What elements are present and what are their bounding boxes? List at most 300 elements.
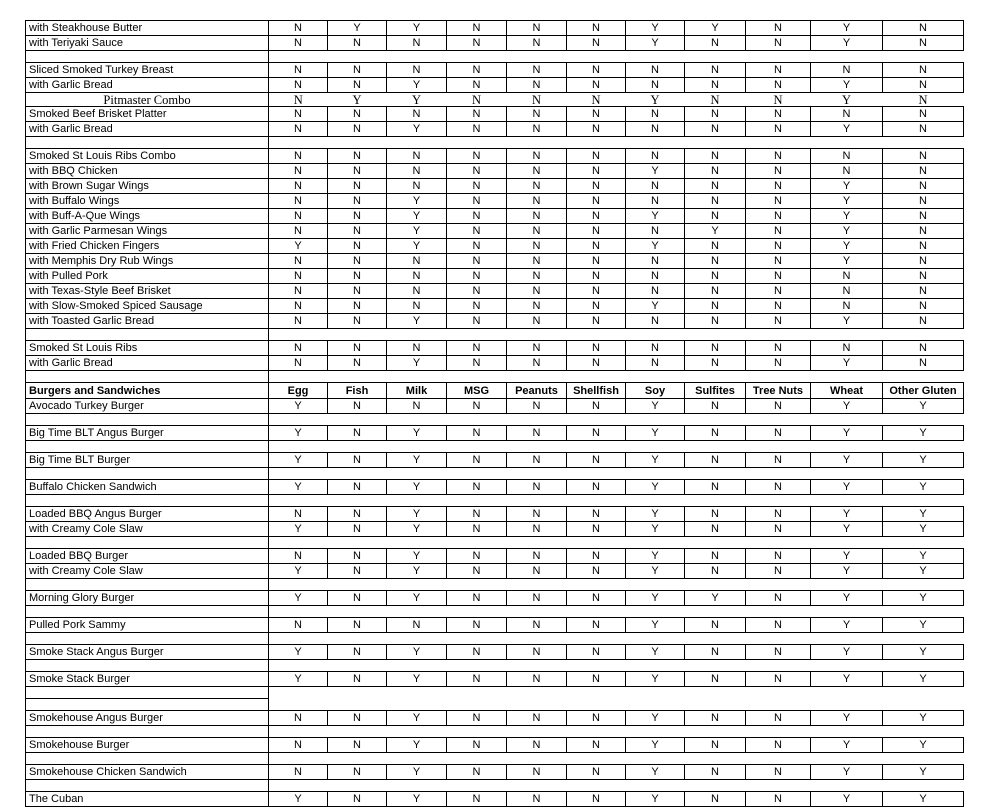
allergen-flag: N — [811, 269, 883, 284]
spacer-cell — [447, 780, 507, 792]
allergen-flag: N — [387, 284, 447, 299]
allergen-flag: N — [626, 314, 685, 329]
allergen-flag: N — [567, 356, 626, 371]
allergen-flag: Y — [387, 453, 447, 468]
allergen-flag: N — [507, 453, 567, 468]
spacer-cell — [883, 371, 964, 383]
allergen-flag: N — [567, 314, 626, 329]
spacer-cell — [746, 633, 811, 645]
menu-item-name: The Cuban — [26, 792, 269, 807]
allergen-flag: N — [447, 36, 507, 51]
allergen-flag: N — [507, 426, 567, 441]
allergen-flag: Y — [387, 549, 447, 564]
allergen-flag: Y — [269, 672, 328, 687]
spacer-cell — [387, 414, 447, 426]
menu-item-name: Smoke Stack Burger — [26, 672, 269, 687]
allergen-flag: N — [269, 711, 328, 726]
allergen-flag: N — [746, 179, 811, 194]
allergen-flag: Y — [811, 618, 883, 633]
allergen-flag: N — [447, 239, 507, 254]
allergen-flag: Y — [883, 564, 964, 579]
allergen-flag: N — [567, 164, 626, 179]
allergen-flag: N — [328, 149, 387, 164]
allergen-flag: N — [507, 224, 567, 239]
allergen-flag: N — [447, 194, 507, 209]
spacer-cell — [626, 329, 685, 341]
allergen-flag: N — [328, 269, 387, 284]
spacer-cell — [685, 753, 746, 765]
allergen-flag: N — [626, 63, 685, 78]
allergen-flag: N — [746, 356, 811, 371]
spacer-cell — [507, 414, 567, 426]
table-row — [26, 399, 964, 414]
spacer-cell — [811, 329, 883, 341]
allergen-flag: N — [567, 224, 626, 239]
allergen-flag: N — [811, 341, 883, 356]
allergen-flag: Y — [811, 591, 883, 606]
spacer-cell — [269, 753, 328, 765]
spacer-cell — [447, 468, 507, 480]
spacer-cell — [328, 780, 387, 792]
spacer-cell — [447, 687, 507, 699]
allergen-flag: N — [507, 239, 567, 254]
menu-item-name: with Buff-A-Que Wings — [26, 209, 269, 224]
spacer-cell — [567, 660, 626, 672]
table-row — [26, 765, 964, 780]
allergen-flag: N — [685, 269, 746, 284]
spacer-cell — [626, 753, 685, 765]
spacer-cell — [883, 660, 964, 672]
spacer-cell — [883, 579, 964, 591]
spacer-cell — [685, 633, 746, 645]
allergen-flag: N — [746, 549, 811, 564]
spacer-cell — [387, 468, 447, 480]
allergen-flag: N — [567, 78, 626, 93]
allergen-flag: Y — [387, 564, 447, 579]
allergen-flag: N — [507, 149, 567, 164]
spacer-cell — [387, 687, 447, 699]
menu-item-name: with Creamy Cole Slaw — [26, 564, 269, 579]
spacer-cell — [811, 699, 883, 711]
allergen-flag: N — [447, 224, 507, 239]
allergen-flag: N — [507, 549, 567, 564]
allergen-flag: N — [883, 254, 964, 269]
allergen-flag: N — [567, 591, 626, 606]
allergen-table — [25, 20, 964, 807]
allergen-flag: N — [387, 299, 447, 314]
allergen-flag: N — [328, 356, 387, 371]
allergen-flag: Y — [811, 549, 883, 564]
spacer-cell — [447, 495, 507, 507]
allergen-flag: Y — [626, 672, 685, 687]
spacer-cell — [626, 633, 685, 645]
spacer-cell — [567, 371, 626, 383]
allergen-flag: N — [685, 399, 746, 414]
allergen-flag: N — [328, 179, 387, 194]
spacer-row — [26, 633, 964, 645]
allergen-flag: N — [328, 453, 387, 468]
allergen-flag: Y — [387, 738, 447, 753]
allergen-flag: Y — [387, 591, 447, 606]
spacer-cell — [567, 137, 626, 149]
allergen-flag: N — [447, 765, 507, 780]
allergen-flag: N — [328, 645, 387, 660]
spacer-cell — [447, 660, 507, 672]
table-row — [26, 564, 964, 579]
allergen-flag: N — [567, 299, 626, 314]
spacer-cell — [567, 606, 626, 618]
spacer-cell — [685, 51, 746, 63]
allergen-flag: Y — [811, 672, 883, 687]
allergen-flag: N — [746, 269, 811, 284]
table-row — [26, 507, 964, 522]
spacer-cell — [567, 537, 626, 549]
allergen-flag: N — [269, 107, 328, 122]
allergen-flag: Y — [387, 239, 447, 254]
allergen-flag: Y — [811, 522, 883, 537]
spacer-cell — [883, 687, 964, 699]
spacer-cell — [685, 495, 746, 507]
allergen-flag: Y — [883, 399, 964, 414]
spacer-cell — [811, 537, 883, 549]
allergen-flag: N — [447, 269, 507, 284]
spacer-cell — [685, 371, 746, 383]
allergen-flag: Y — [883, 645, 964, 660]
spacer-cell — [811, 753, 883, 765]
menu-item-name: Avocado Turkey Burger — [26, 399, 269, 414]
spacer-cell — [328, 495, 387, 507]
spacer-cell — [567, 687, 626, 699]
table-row — [26, 522, 964, 537]
allergen-flag: N — [746, 480, 811, 495]
spacer-cell — [567, 495, 626, 507]
allergen-flag: Y — [811, 765, 883, 780]
allergen-flag: Y — [626, 738, 685, 753]
spacer-cell — [387, 726, 447, 738]
spacer-cell — [269, 51, 328, 63]
spacer-cell — [685, 441, 746, 453]
spacer-cell — [269, 687, 328, 699]
allergen-flag: N — [685, 209, 746, 224]
column-header-tree-nuts: Tree Nuts — [746, 383, 811, 399]
menu-item-name: Smoked St Louis Ribs Combo — [26, 149, 269, 164]
allergen-flag: N — [746, 507, 811, 522]
section-header-row — [26, 383, 964, 399]
spacer-name-cell — [26, 633, 269, 645]
allergen-flag: Y — [626, 522, 685, 537]
spacer-row — [26, 51, 964, 63]
spacer-cell — [387, 495, 447, 507]
allergen-flag: N — [710, 92, 720, 107]
spacer-cell — [567, 753, 626, 765]
allergen-flag: N — [507, 209, 567, 224]
spacer-cell — [811, 579, 883, 591]
spacer-cell — [328, 414, 387, 426]
allergen-flag: N — [746, 564, 811, 579]
allergen-flag: N — [567, 269, 626, 284]
allergen-flag: N — [328, 738, 387, 753]
allergen-flag: Y — [411, 92, 422, 107]
allergen-flag: N — [567, 107, 626, 122]
allergen-flag: N — [883, 341, 964, 356]
allergen-flag: N — [685, 711, 746, 726]
spacer-cell — [811, 495, 883, 507]
allergen-flag: Y — [269, 453, 328, 468]
table-row — [26, 284, 964, 299]
spacer-row — [26, 780, 964, 792]
table-row — [26, 672, 964, 687]
allergen-flag: Y — [626, 426, 685, 441]
spacer-cell — [685, 537, 746, 549]
spacer-cell — [447, 633, 507, 645]
menu-item-name: Pulled Pork Sammy — [26, 618, 269, 633]
allergen-flag: N — [447, 645, 507, 660]
allergen-flag: N — [447, 711, 507, 726]
allergen-flag: N — [883, 78, 964, 93]
menu-item-name: with Texas-Style Beef Brisket — [26, 284, 269, 299]
allergen-flag: Y — [387, 792, 447, 807]
allergen-flag: N — [269, 254, 328, 269]
allergen-flag: Y — [841, 92, 852, 107]
spacer-cell — [626, 726, 685, 738]
allergen-flag: N — [447, 209, 507, 224]
table-row — [26, 209, 964, 224]
allergen-flag: N — [626, 107, 685, 122]
allergen-flag: N — [567, 618, 626, 633]
allergen-flag: N — [746, 314, 811, 329]
spacer-cell — [269, 579, 328, 591]
spacer-name-cell — [26, 726, 269, 738]
menu-item-name: Sliced Smoked Turkey Breast — [26, 63, 269, 78]
allergen-flag: Y — [387, 522, 447, 537]
allergen-flag: Y — [269, 480, 328, 495]
table-row — [26, 453, 964, 468]
spacer-cell — [507, 441, 567, 453]
menu-item-name: Loaded BBQ Burger — [26, 549, 269, 564]
allergen-flag: N — [328, 618, 387, 633]
allergen-flag: N — [685, 341, 746, 356]
allergen-flag: N — [507, 711, 567, 726]
spacer-cell — [328, 371, 387, 383]
spacer-cell — [269, 537, 328, 549]
spacer-name-cell — [26, 687, 269, 699]
spacer-cell — [746, 660, 811, 672]
allergen-flag: N — [507, 284, 567, 299]
spacer-cell — [685, 468, 746, 480]
spacer-row — [26, 606, 964, 618]
allergen-flag: N — [447, 179, 507, 194]
allergen-flag: N — [328, 107, 387, 122]
allergen-flag: Y — [626, 564, 685, 579]
allergen-flag: N — [447, 78, 507, 93]
allergen-flag: N — [328, 399, 387, 414]
allergen-flag: N — [447, 341, 507, 356]
menu-item-name: Morning Glory Burger — [26, 591, 269, 606]
spacer-cell — [811, 726, 883, 738]
allergen-flag: N — [746, 591, 811, 606]
spacer-cell — [883, 329, 964, 341]
allergen-flag: N — [507, 107, 567, 122]
spacer-cell — [447, 414, 507, 426]
spacer-cell — [746, 495, 811, 507]
allergen-flag: N — [531, 92, 542, 107]
spacer-cell — [269, 699, 328, 711]
table-row — [26, 792, 964, 807]
spacer-row — [26, 495, 964, 507]
table-row — [26, 738, 964, 753]
allergen-flag: N — [746, 672, 811, 687]
spacer-cell — [328, 699, 387, 711]
allergen-flag: N — [811, 299, 883, 314]
allergen-flag: N — [507, 618, 567, 633]
table-row — [26, 269, 964, 284]
spacer-name-cell — [26, 371, 269, 383]
spacer-cell — [811, 660, 883, 672]
allergen-flag: N — [811, 149, 883, 164]
allergen-flag: N — [507, 522, 567, 537]
allergen-flag: N — [447, 21, 507, 36]
allergen-flag: N — [746, 426, 811, 441]
allergen-flag: Y — [626, 399, 685, 414]
allergen-flag: N — [328, 522, 387, 537]
spacer-cell — [507, 753, 567, 765]
spacer-cell — [507, 137, 567, 149]
allergen-flag: N — [447, 426, 507, 441]
allergen-flag: Y — [387, 672, 447, 687]
allergen-flag: N — [746, 194, 811, 209]
allergen-flag: N — [328, 672, 387, 687]
spacer-cell — [685, 606, 746, 618]
spacer-cell — [567, 329, 626, 341]
allergen-flag: Y — [387, 507, 447, 522]
table-row — [26, 194, 964, 209]
allergen-flag: N — [591, 92, 601, 107]
spacer-cell — [883, 780, 964, 792]
allergen-flag: N — [269, 269, 328, 284]
allergen-flag: N — [626, 179, 685, 194]
allergen-flag: N — [328, 564, 387, 579]
allergen-flag: N — [567, 453, 626, 468]
allergen-flag: N — [746, 21, 811, 36]
allergen-flag: Y — [685, 224, 746, 239]
menu-item-name: with Creamy Cole Slaw — [26, 522, 269, 537]
allergen-flag: Y — [387, 224, 447, 239]
allergen-flag: Y — [626, 711, 685, 726]
allergen-flag: N — [567, 239, 626, 254]
allergen-flag: N — [746, 122, 811, 137]
allergen-flag: Y — [883, 765, 964, 780]
allergen-flag: N — [387, 269, 447, 284]
allergen-flag: N — [685, 284, 746, 299]
allergen-flag: Y — [387, 78, 447, 93]
allergen-flag: N — [567, 549, 626, 564]
spacer-cell — [447, 329, 507, 341]
menu-item-name: with Buffalo Wings — [26, 194, 269, 209]
allergen-flag: N — [387, 254, 447, 269]
allergen-flag: N — [447, 507, 507, 522]
allergen-flag: Y — [626, 453, 685, 468]
spacer-cell — [626, 137, 685, 149]
allergen-flag: N — [387, 618, 447, 633]
spacer-cell — [447, 726, 507, 738]
allergen-flag: N — [447, 254, 507, 269]
allergen-flag: N — [328, 341, 387, 356]
allergen-flag: N — [328, 299, 387, 314]
allergen-flag: N — [567, 122, 626, 137]
allergen-flag: N — [811, 164, 883, 179]
allergen-table-body — [26, 21, 964, 807]
allergen-flag: N — [685, 618, 746, 633]
allergen-flag: N — [883, 299, 964, 314]
allergen-flag: Y — [626, 792, 685, 807]
allergen-flag: N — [387, 164, 447, 179]
allergen-flag: N — [447, 672, 507, 687]
spacer-cell — [626, 660, 685, 672]
spacer-cell — [269, 137, 328, 149]
allergen-flag: N — [567, 284, 626, 299]
allergen-flag: N — [328, 239, 387, 254]
spacer-cell — [269, 660, 328, 672]
spacer-cell — [507, 606, 567, 618]
allergen-flag: N — [507, 36, 567, 51]
spacer-cell — [328, 660, 387, 672]
spacer-cell — [685, 579, 746, 591]
allergen-flag: N — [685, 480, 746, 495]
spacer-cell — [883, 633, 964, 645]
spacer-cell — [447, 537, 507, 549]
table-row — [26, 356, 964, 371]
allergen-flag: N — [626, 269, 685, 284]
spacer-cell — [746, 137, 811, 149]
table-row — [26, 480, 964, 495]
table-row — [26, 645, 964, 660]
allergen-flag: Y — [269, 239, 328, 254]
table-row — [26, 122, 964, 137]
spacer-cell — [567, 726, 626, 738]
spacer-cell — [387, 699, 447, 711]
allergen-flag: N — [883, 107, 964, 122]
allergen-flag: N — [507, 591, 567, 606]
allergen-flag: N — [567, 63, 626, 78]
allergen-flag: Y — [387, 194, 447, 209]
allergen-flag: N — [685, 149, 746, 164]
allergen-flag: Y — [626, 239, 685, 254]
spacer-name-cell — [26, 468, 269, 480]
spacer-name-cell — [26, 699, 269, 711]
allergen-flag: Y — [269, 399, 328, 414]
allergen-flag: Y — [883, 453, 964, 468]
allergen-flag: N — [746, 254, 811, 269]
menu-item-name: with Pulled Pork — [26, 269, 269, 284]
allergen-flag: Y — [811, 209, 883, 224]
spacer-cell — [746, 537, 811, 549]
allergen-flag: N — [746, 63, 811, 78]
allergen-flag: N — [447, 149, 507, 164]
allergen-flag: Y — [883, 711, 964, 726]
allergen-flag: N — [507, 179, 567, 194]
spacer-cell — [507, 537, 567, 549]
allergen-flag: N — [507, 299, 567, 314]
allergen-flag: N — [811, 107, 883, 122]
allergen-flag: Y — [811, 426, 883, 441]
allergen-flag: N — [746, 299, 811, 314]
allergen-flag: N — [685, 239, 746, 254]
allergen-flag: N — [567, 399, 626, 414]
allergen-flag: N — [269, 194, 328, 209]
allergen-flag: N — [746, 149, 811, 164]
spacer-row — [26, 137, 964, 149]
allergen-flag: N — [328, 591, 387, 606]
